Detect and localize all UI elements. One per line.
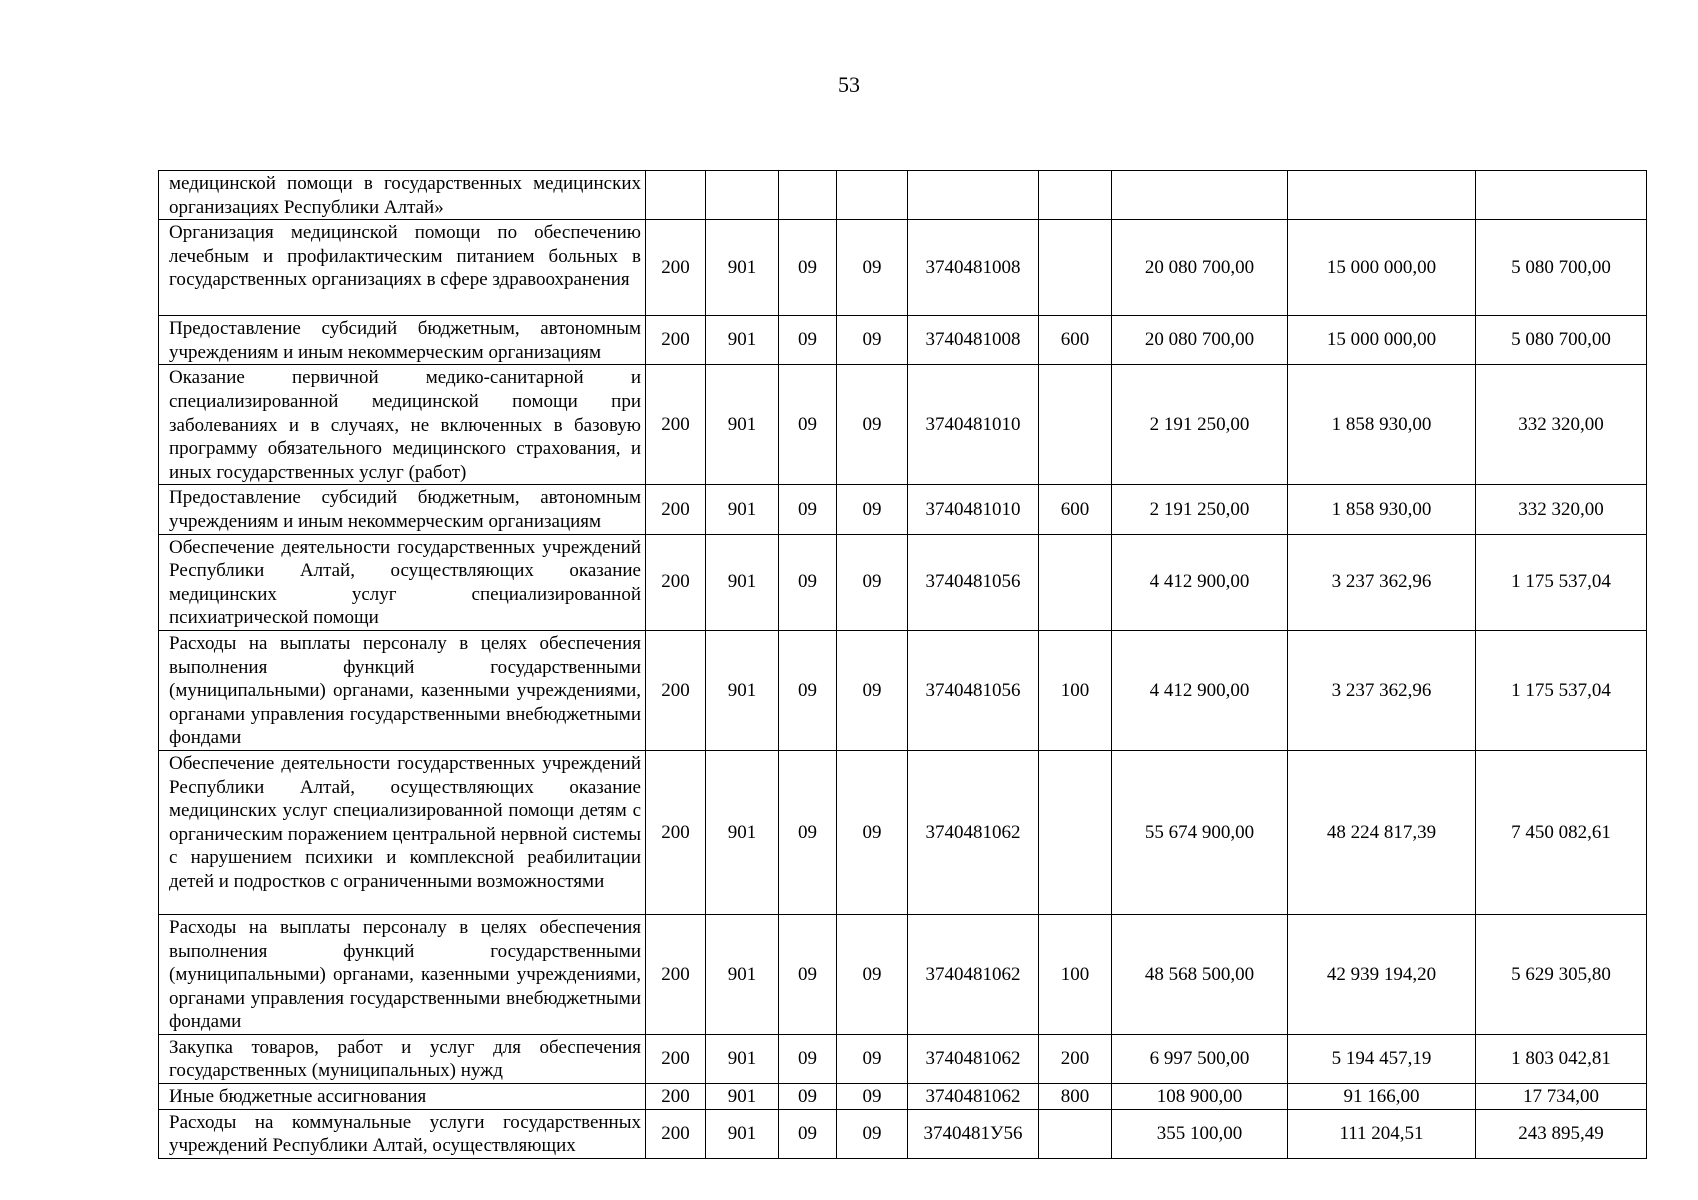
cell-expense-type xyxy=(1039,534,1112,630)
cell-code-2: 901 xyxy=(706,485,779,534)
cell-code-3: 09 xyxy=(779,485,837,534)
cell-code-2: 901 xyxy=(706,316,779,365)
cell-amount: 2 191 250,00 xyxy=(1112,365,1288,485)
row-description: Обеспечение деятельности государственных учреждений Республики Алтай, осуществляющих оказание медицинских услуг специализированной помощи детям с органическим поражением центральной нервной системы с нарушением психики и комплексной реабилитации детей и подростков с ограниченными возможностями xyxy=(159,750,646,914)
cell-target-code: 3740481056 xyxy=(908,534,1039,630)
cell-expense-type: 800 xyxy=(1039,1084,1112,1110)
cell-spent: 15 000 000,00 xyxy=(1288,220,1476,316)
cell-amount: 48 568 500,00 xyxy=(1112,914,1288,1034)
cell-code-1: 200 xyxy=(646,220,706,316)
cell-amount: 2 191 250,00 xyxy=(1112,485,1288,534)
cell-remainder: 1 803 042,81 xyxy=(1476,1034,1647,1083)
cell-expense-type: 100 xyxy=(1039,630,1112,750)
cell-expense-type: 200 xyxy=(1039,1034,1112,1083)
cell-amount xyxy=(1112,171,1288,220)
cell-target-code: 3740481062 xyxy=(908,1034,1039,1083)
cell-code-4: 09 xyxy=(837,485,908,534)
cell-code-4: 09 xyxy=(837,1034,908,1083)
cell-remainder: 332 320,00 xyxy=(1476,485,1647,534)
cell-code-3: 09 xyxy=(779,630,837,750)
cell-code-4: 09 xyxy=(837,316,908,365)
cell-spent: 3 237 362,96 xyxy=(1288,534,1476,630)
cell-spent xyxy=(1288,171,1476,220)
cell-code-4: 09 xyxy=(837,750,908,914)
cell-code-3: 09 xyxy=(779,914,837,1034)
cell-code-4: 09 xyxy=(837,914,908,1034)
cell-code-4: 09 xyxy=(837,365,908,485)
cell-amount: 20 080 700,00 xyxy=(1112,316,1288,365)
cell-code-2: 901 xyxy=(706,1109,779,1158)
table-row xyxy=(159,914,1647,1034)
cell-code-1: 200 xyxy=(646,534,706,630)
cell-code-1: 200 xyxy=(646,316,706,365)
cell-remainder: 7 450 082,61 xyxy=(1476,750,1647,914)
cell-code-1: 200 xyxy=(646,1084,706,1110)
cell-target-code: 3740481008 xyxy=(908,220,1039,316)
cell-spent: 5 194 457,19 xyxy=(1288,1034,1476,1083)
table-row xyxy=(159,630,1647,750)
cell-spent: 42 939 194,20 xyxy=(1288,914,1476,1034)
row-description: Расходы на выплаты персоналу в целях обеспечения выполнения функций государственными (муниципальными) органами, казенными учреждениями, органами управления государственными внебюджетными фондами xyxy=(159,630,646,750)
cell-code-3: 09 xyxy=(779,534,837,630)
table-row xyxy=(159,534,1647,630)
cell-amount: 4 412 900,00 xyxy=(1112,630,1288,750)
cell-target-code: 3740481062 xyxy=(908,914,1039,1034)
cell-target-code: 3740481062 xyxy=(908,1084,1039,1110)
cell-code-1: 200 xyxy=(646,630,706,750)
cell-code-2: 901 xyxy=(706,750,779,914)
cell-code-3: 09 xyxy=(779,1034,837,1083)
table-row xyxy=(159,365,1647,485)
cell-target-code: 3740481010 xyxy=(908,485,1039,534)
row-description: медицинской помощи в государственных медицинских организациях Республики Алтай» xyxy=(159,171,646,220)
row-description: Обеспечение деятельности государственных учреждений Республики Алтай, осуществляющих оказание медицинских услуг специализированной психиатрической помощи xyxy=(159,534,646,630)
cell-code-1: 200 xyxy=(646,1034,706,1083)
cell-remainder: 17 734,00 xyxy=(1476,1084,1647,1110)
table-row xyxy=(159,485,1647,534)
cell-remainder: 332 320,00 xyxy=(1476,365,1647,485)
table-row xyxy=(159,1034,1647,1083)
cell-remainder: 1 175 537,04 xyxy=(1476,630,1647,750)
cell-expense-type xyxy=(1039,750,1112,914)
table-row xyxy=(159,1109,1647,1158)
cell-code-1: 200 xyxy=(646,914,706,1034)
cell-code-4: 09 xyxy=(837,1084,908,1110)
cell-remainder: 5 080 700,00 xyxy=(1476,220,1647,316)
cell-code-1: 200 xyxy=(646,485,706,534)
row-description: Закупка товаров, работ и услуг для обеспечения государственных (муниципальных) нужд xyxy=(159,1034,646,1083)
cell-code-1: 200 xyxy=(646,750,706,914)
cell-code-1: 200 xyxy=(646,1109,706,1158)
cell-remainder: 1 175 537,04 xyxy=(1476,534,1647,630)
table-row xyxy=(159,220,1647,316)
table-row xyxy=(159,1084,1647,1110)
cell-spent: 1 858 930,00 xyxy=(1288,365,1476,485)
cell-amount: 20 080 700,00 xyxy=(1112,220,1288,316)
cell-code-2: 901 xyxy=(706,1034,779,1083)
cell-code-4: 09 xyxy=(837,220,908,316)
row-description: Оказание первичной медико-санитарной и специализированной медицинской помощи при заболеваниях и в случаях, не включенных в базовую программу обязательного медицинского страхования, и иных государственных услуг (работ) xyxy=(159,365,646,485)
cell-code-2: 901 xyxy=(706,630,779,750)
cell-remainder: 5 080 700,00 xyxy=(1476,316,1647,365)
cell-target-code: 3740481008 xyxy=(908,316,1039,365)
cell-target-code: 3740481У56 xyxy=(908,1109,1039,1158)
cell-expense-type: 600 xyxy=(1039,485,1112,534)
cell-expense-type xyxy=(1039,1109,1112,1158)
cell-target-code: 3740481062 xyxy=(908,750,1039,914)
cell-spent: 91 166,00 xyxy=(1288,1084,1476,1110)
row-description: Расходы на выплаты персоналу в целях обеспечения выполнения функций государственными (муниципальными) органами, казенными учреждениями, органами управления государственными внебюджетными фондами xyxy=(159,914,646,1034)
cell-code-3: 09 xyxy=(779,220,837,316)
row-description: Предоставление субсидий бюджетным, автономным учреждениям и иным некоммерческим организациям xyxy=(159,485,646,534)
cell-code-2: 901 xyxy=(706,914,779,1034)
budget-table xyxy=(158,170,1647,1159)
cell-remainder xyxy=(1476,171,1647,220)
cell-code-4: 09 xyxy=(837,534,908,630)
cell-code-4 xyxy=(837,171,908,220)
cell-spent: 3 237 362,96 xyxy=(1288,630,1476,750)
cell-code-3: 09 xyxy=(779,750,837,914)
cell-code-3: 09 xyxy=(779,365,837,485)
cell-expense-type: 100 xyxy=(1039,914,1112,1034)
row-description: Иные бюджетные ассигнования xyxy=(159,1084,646,1110)
cell-target-code: 3740481010 xyxy=(908,365,1039,485)
cell-expense-type xyxy=(1039,220,1112,316)
cell-code-2: 901 xyxy=(706,1084,779,1110)
row-description: Организация медицинской помощи по обеспечению лечебным и профилактическим питанием больных в государственных организациях в сфере здравоохранения xyxy=(159,220,646,316)
cell-code-2: 901 xyxy=(706,534,779,630)
table-row xyxy=(159,750,1647,914)
cell-code-4: 09 xyxy=(837,630,908,750)
cell-code-3: 09 xyxy=(779,1109,837,1158)
cell-amount: 6 997 500,00 xyxy=(1112,1034,1288,1083)
cell-spent: 1 858 930,00 xyxy=(1288,485,1476,534)
row-description: Предоставление субсидий бюджетным, автономным учреждениям и иным некоммерческим организациям xyxy=(159,316,646,365)
cell-amount: 4 412 900,00 xyxy=(1112,534,1288,630)
row-description: Расходы на коммунальные услуги государственных учреждений Республики Алтай, осуществляющих xyxy=(159,1109,646,1158)
cell-code-4: 09 xyxy=(837,1109,908,1158)
cell-code-1: 200 xyxy=(646,365,706,485)
cell-code-2 xyxy=(706,171,779,220)
page-number: 53 xyxy=(838,72,860,97)
cell-expense-type: 600 xyxy=(1039,316,1112,365)
cell-code-2: 901 xyxy=(706,220,779,316)
cell-code-2: 901 xyxy=(706,365,779,485)
cell-code-3: 09 xyxy=(779,316,837,365)
cell-remainder: 243 895,49 xyxy=(1476,1109,1647,1158)
cell-spent: 111 204,51 xyxy=(1288,1109,1476,1158)
cell-spent: 15 000 000,00 xyxy=(1288,316,1476,365)
cell-amount: 108 900,00 xyxy=(1112,1084,1288,1110)
cell-target-code xyxy=(908,171,1039,220)
cell-remainder: 5 629 305,80 xyxy=(1476,914,1647,1034)
cell-expense-type xyxy=(1039,365,1112,485)
cell-amount: 355 100,00 xyxy=(1112,1109,1288,1158)
cell-amount: 55 674 900,00 xyxy=(1112,750,1288,914)
cell-target-code: 3740481056 xyxy=(908,630,1039,750)
cell-spent: 48 224 817,39 xyxy=(1288,750,1476,914)
table-row xyxy=(159,316,1647,365)
budget-table-body xyxy=(159,171,1647,1159)
cell-code-3 xyxy=(779,171,837,220)
cell-code-3: 09 xyxy=(779,1084,837,1110)
cell-code-1 xyxy=(646,171,706,220)
cell-expense-type xyxy=(1039,171,1112,220)
table-row xyxy=(159,171,1647,220)
